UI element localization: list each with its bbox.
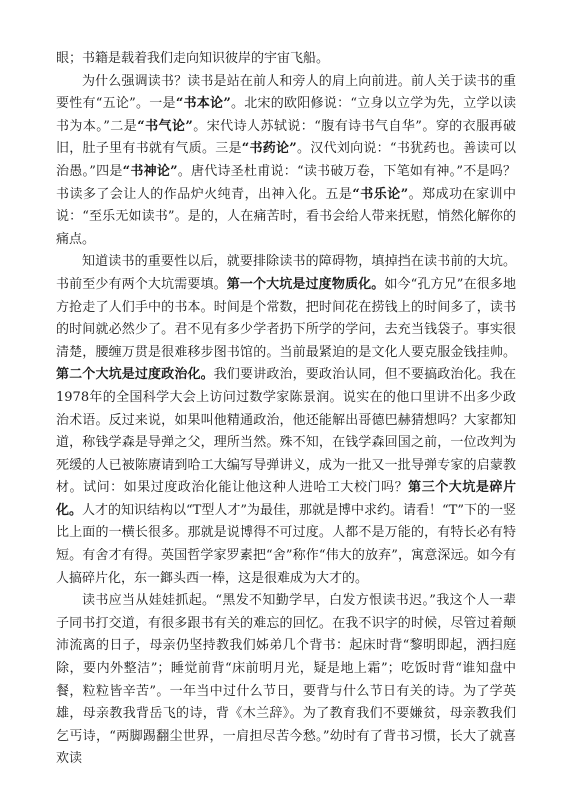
bold-heading-segment: “书神论” bbox=[122, 163, 178, 179]
paragraph-continuation bbox=[56, 48, 516, 71]
text-segment: 读书应当从娃娃抓起。“黑发不知勤学早，白发方恨读书迟。”我这个人一辈子同书打交道，有很多跟书有关的难忘的回忆。在我不识字的时候，尽管过着颠沛流离的日子，母亲仍坚持教我们姊弟几个背书：起床时背“黎明即起，洒扫庭除，要内外整洁”；睡觉前背“床前明月光，疑是地上霜”；吃饭时背“谁知盘中餐，粒粒皆辛苦”。一年当中过什么节日，要背与什么节日有关的诗。为了学英雄，母亲教我背岳飞的诗，背《木兰辞》。为了教育我们不要嫌贫，母亲教我们乞丐诗，“两脚踢翻尘世界，一肩担尽苦今愁。”幼时有了背书习惯，长大了就喜欢读 bbox=[56, 593, 516, 767]
text-segment: 。郑成功在家训中说：“至乐无如读书”。是的，人在痛苦时，看书会给人带来抚慰，悄然化解你的痛点。 bbox=[56, 186, 516, 247]
text-segment: 如今“孔方兄”在很多地方抢走了人们手中的书本。时间是个常数，把时间花在捞钱上的时间多了，读书的时间就必然少了。君不见有多少学者扔下所学的学问，去充当钱袋子。事实很清楚，腰缠万贯是很难移步图书馆的。当前最紧迫的是文化人要克服金钱挂帅。 bbox=[56, 276, 516, 360]
bold-heading-segment: “书本论” bbox=[175, 96, 231, 112]
text-segment: 眼；书籍是载着我们走向知识彼岸的宇宙飞船。 bbox=[56, 51, 330, 66]
text-segment: 知道读书的重要性以后，就要排除读书的障碍物，填掉挡在读书前的大坑。书前至少有两个大坑需要填。 bbox=[56, 254, 516, 292]
text-segment: 。宋代诗人苏轼说：“腹有诗书气自华”。穿的衣服再破旧，肚子里有书就有气质。三是 bbox=[56, 118, 516, 157]
text-segment: 我们要讲政治，要政治认同，但不要搞政治化。我在1978年的全国科学大会上访问过数学家陈景润。说实在的他口里讲不出多少政治术语。反过来说，如果叫他精通政治，他还能解出哥德巴赫猜想吗？大家都知道，称钱学森是导弹之父，理所当然。殊不知，在钱学森回国之前，一位改判为死缓的人已被陈赓请到哈工大编写导弹讲义，成为一批又一批导弹专家的启蒙教材。试问：如果过度政治化能让他这种人进哈工大校门吗？ bbox=[56, 367, 516, 496]
document-page bbox=[56, 48, 516, 771]
bold-heading-segment: “书药论” bbox=[241, 141, 297, 157]
paragraph-reading-from-childhood bbox=[56, 590, 516, 771]
bold-heading-segment: “书气论” bbox=[137, 118, 193, 134]
paragraph-reading-obstacles bbox=[56, 251, 516, 590]
bold-heading-segment: 第一个大坑是过度物质化。 bbox=[226, 276, 385, 292]
bold-heading-segment: 第二个大坑是过度政治化。 bbox=[56, 367, 214, 383]
paragraph-reading-five-theories bbox=[56, 71, 516, 252]
bold-heading-segment: “书乐论” bbox=[352, 186, 409, 202]
text-segment: 人才的知识结构以“T型人才”为最佳，那就是博中求约。请看！“T”下的一竖比上面的一横长很多。那就是说博得不可过度。人都不是万能的，有特长必有特短。有舍才有得。英国哲学家罗素把“舍”称作“伟大的放弃”，寓意深远。如今有人搞碎片化，东一鎯头西一棒，这是很难成为大才的。 bbox=[56, 502, 516, 586]
text-segment: 。唐代诗圣杜甫说：“读书破万卷，下笔如有神。”不是吗？书读多了会让人的作品炉火纯青，出神入化。五是 bbox=[56, 163, 516, 202]
bold-heading-segment: 第三个大坑是碎片化。 bbox=[56, 480, 516, 518]
text-segment: 。汉代刘向说：“书犹药也。善读可以治愚。”四是 bbox=[56, 141, 516, 179]
text-segment: 。北宋的欧阳修说：“立身以立学为先，立学以读书为本。”二是 bbox=[56, 96, 516, 134]
text-segment: 为什么强调读书？读书是站在前人和旁人的肩上向前进。前人关于读书的重要性有“五论”。一是 bbox=[56, 73, 516, 112]
